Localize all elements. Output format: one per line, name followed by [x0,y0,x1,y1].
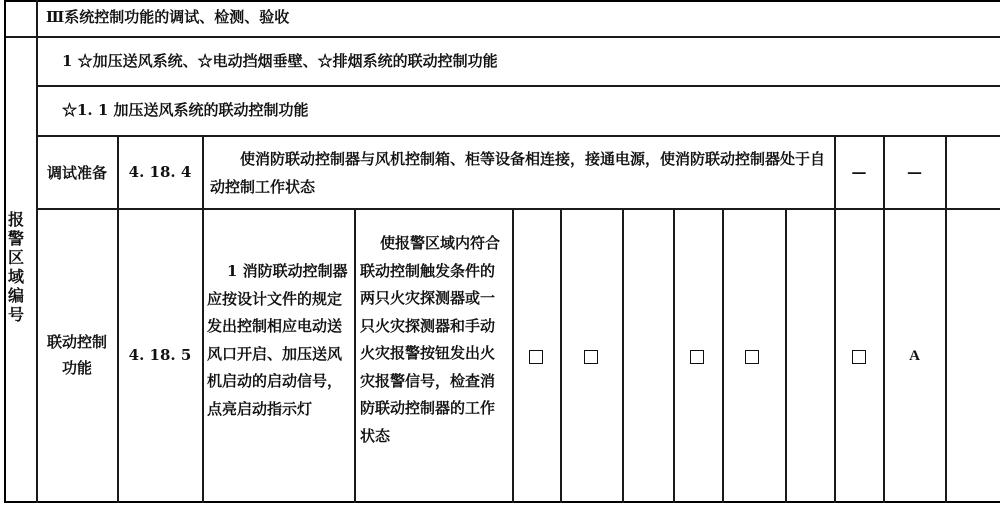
checkbox-2[interactable] [584,350,598,364]
row-linkage-name [37,209,117,501]
rule-col-requirement [354,209,356,503]
row-prep-mark-1: — [851,163,867,181]
checkbox-1[interactable] [529,350,543,364]
rule-bottom [5,501,1000,503]
rule-col-c1 [560,209,562,503]
row-prep-clause: 4. 18. 4 [128,163,192,181]
rule-col-c5 [785,209,787,503]
row-linkage-name-text: 联动控制功能 [46,333,107,377]
row-prep-mark-2: — [907,163,922,181]
checkbox-3[interactable] [690,350,704,364]
checkbox-5[interactable] [852,350,866,364]
section-title: Ⅲ系统控制功能的调试、检测、验收 [46,8,290,26]
side-label-alarm-zone-number: 报警区域编号 [7,210,24,324]
row-prep-requirement: 使消防联动控制器与风机控制箱、柜等设备相连接，接通电源，使消防联动控制器处于自动控制工作状态 [210,150,826,196]
rule-section [5,36,1000,38]
row-linkage-clause: 4. 18. 5 [128,346,192,364]
row-linkage-method: 使报警区域内符合联动控制触发条件的两只火灾探测器或一只火灾探测器和手动火灾报警按钮发出火灾报警信号，检查消防联动控制器的工作状态 [360,234,501,445]
rule-col-c4 [722,209,724,503]
rule-item [37,85,1000,87]
row-prep-name: 调试准备 [46,163,107,182]
rule-col-method [512,209,514,503]
item-title: 1 ☆加压送风系统、☆电动挡烟垂壁、☆排烟系统的联动控制功能 [62,52,498,70]
rule-col-clause [202,136,204,503]
checkbox-4[interactable] [745,350,759,364]
rule-col-c3 [673,209,675,503]
row-linkage-grade: A [909,347,920,364]
rule-col-c2 [622,209,624,503]
rule-top [5,0,1000,2]
subitem-title: ☆1. 1 加压送风系统的联动控制功能 [62,101,309,119]
row-linkage-requirement: 1 消防联动控制器应按设计文件的规定发出控制相应电动送风口开启、加压送风机启动的启动信号，点亮启动指示灯 [207,262,348,418]
rule-col-c8 [945,136,947,503]
